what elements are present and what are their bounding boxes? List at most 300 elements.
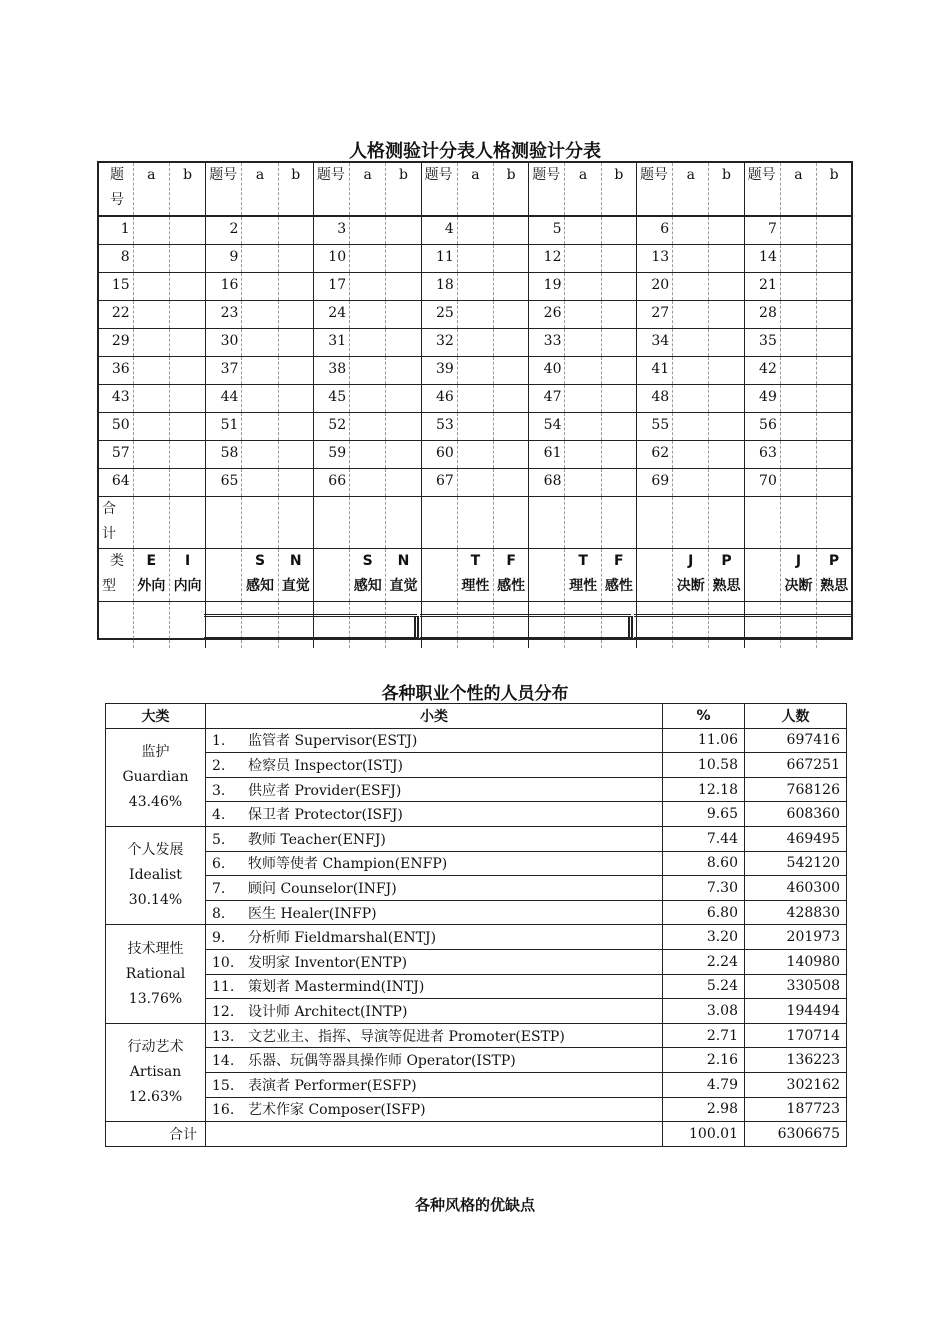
answer-b-cell[interactable] [709,301,744,329]
sum-cell[interactable] [313,497,349,549]
type-spacer [744,549,780,602]
answer-a-cell[interactable] [350,357,386,385]
answer-a-cell[interactable] [242,245,278,273]
total-row [106,1122,847,1147]
answer-a-cell[interactable] [457,385,493,413]
answer-b-cell[interactable] [386,245,421,273]
answer-b-cell[interactable] [817,245,851,273]
answer-b-cell[interactable] [278,216,313,245]
total-blank [206,1122,663,1147]
answer-a-cell[interactable] [242,441,278,469]
subtype-cell: 3. 供应者 Provider(ESFJ) [206,777,663,802]
answer-b-cell[interactable] [601,273,636,301]
answer-b-cell[interactable] [386,301,421,329]
question-number: 39 [421,357,457,385]
answer-b-cell[interactable] [386,469,421,497]
sum-cell[interactable] [350,497,386,549]
answer-b-cell[interactable] [817,385,851,413]
type-cell: N 直觉 [278,549,313,602]
question-number: 7 [744,216,780,245]
answer-b-cell[interactable] [169,441,205,469]
answer-a-cell[interactable] [242,329,278,357]
percent-cell: 3.08 [663,999,745,1024]
subtype-cell: 7. 顾问 Counselor(INFJ) [206,876,663,901]
question-number: 61 [529,441,565,469]
answer-a-cell[interactable] [457,329,493,357]
answer-a-cell[interactable] [133,329,169,357]
percent-cell: 2.24 [663,949,745,974]
answer-a-cell[interactable] [242,385,278,413]
answer-b-cell[interactable] [169,385,205,413]
answer-b-cell[interactable] [601,469,636,497]
sum-cell[interactable] [421,497,457,549]
answer-b-cell[interactable] [386,216,421,245]
header-question-no: 题号 [313,163,349,216]
question-number: 6 [636,216,672,245]
question-number: 47 [529,385,565,413]
answer-b-cell[interactable] [601,216,636,245]
answer-a-cell[interactable] [242,301,278,329]
type-spacer [313,549,349,602]
answer-b-cell[interactable] [169,216,205,245]
table-row [106,876,847,901]
question-number: 28 [744,301,780,329]
category-cell: 行动艺术 Artisan 12.63% [106,1023,206,1121]
header-b: b [601,163,636,216]
count-cell: 201973 [745,925,847,950]
answer-a-cell[interactable] [457,357,493,385]
type-cell: T 理性 [565,549,601,602]
count-cell: 140980 [745,949,847,974]
subtype-cell: 8. 医生 Healer(INFP) [206,900,663,925]
total-percent: 100.01 [663,1122,745,1147]
answer-b-cell[interactable] [494,385,529,413]
answer-b-cell[interactable] [601,357,636,385]
answer-b-cell[interactable] [817,413,851,441]
answer-a-cell[interactable] [457,469,493,497]
answer-b-cell[interactable] [601,441,636,469]
table-row [106,925,847,950]
subtype-cell: 6. 牧师等使者 Champion(ENFP) [206,851,663,876]
sum-cell[interactable] [636,497,672,549]
count-cell: 469495 [745,826,847,851]
type-cell: T 理性 [457,549,493,602]
answer-b-cell[interactable] [817,469,851,497]
answer-a-cell[interactable] [565,385,601,413]
header-question-no: 题号 [744,163,780,216]
answer-a-cell[interactable] [565,329,601,357]
sum-cell[interactable] [457,497,493,549]
count-cell: 302162 [745,1072,847,1097]
question-number: 3 [313,216,349,245]
answer-a-cell[interactable] [780,413,816,441]
answer-a-cell[interactable] [242,273,278,301]
type-cell: P 熟思 [709,549,744,602]
answer-a-cell[interactable] [673,216,709,245]
answer-b-cell[interactable] [709,216,744,245]
answer-a-cell[interactable] [350,216,386,245]
header-percent: % [663,704,745,729]
sum-cell[interactable] [673,497,709,549]
answer-a-cell[interactable] [133,273,169,301]
question-number: 20 [636,273,672,301]
header-a: a [565,163,601,216]
question-number: 13 [636,245,672,273]
subtype-cell: 14. 乐器、玩偶等器具操作师 Operator(ISTP) [206,1048,663,1073]
answer-a-cell[interactable] [350,413,386,441]
answer-a-cell[interactable] [133,245,169,273]
answer-b-cell[interactable] [386,385,421,413]
type-cell: I 内向 [169,549,205,602]
question-number: 50 [99,413,133,441]
subtype-cell: 2. 检察员 Inspector(ISTJ) [206,753,663,778]
type-spacer [529,549,565,602]
question-number: 29 [99,329,133,357]
answer-a-cell[interactable] [780,273,816,301]
percent-cell: 11.06 [663,728,745,753]
answer-b-cell[interactable] [169,273,205,301]
answer-a-cell[interactable] [133,441,169,469]
answer-a-cell[interactable] [780,216,816,245]
answer-a-cell[interactable] [673,301,709,329]
question-number: 10 [313,245,349,273]
question-number: 53 [421,413,457,441]
answer-a-cell[interactable] [133,357,169,385]
answer-a-cell[interactable] [242,413,278,441]
question-number: 15 [99,273,133,301]
percent-cell: 4.79 [663,1072,745,1097]
result-cell[interactable] [133,602,169,649]
answer-b-cell[interactable] [169,357,205,385]
answer-a-cell[interactable] [565,413,601,441]
answer-a-cell[interactable] [673,441,709,469]
sum-cell[interactable] [169,497,205,549]
header-subtype: 小类 [206,704,663,729]
category-cell: 个人发展 Idealist 30.14% [106,826,206,924]
sum-cell[interactable] [386,497,421,549]
header-question-no: 题号 [529,163,565,216]
answer-a-cell[interactable] [350,245,386,273]
result-cell[interactable] [99,602,133,649]
answer-b-cell[interactable] [709,413,744,441]
sum-cell[interactable] [744,497,780,549]
question-number: 64 [99,469,133,497]
answer-b-cell[interactable] [169,329,205,357]
question-number: 5 [529,216,565,245]
answer-a-cell[interactable] [673,385,709,413]
answer-a-cell[interactable] [780,441,816,469]
percent-cell: 7.44 [663,826,745,851]
answer-a-cell[interactable] [457,245,493,273]
type-cell: E 外向 [133,549,169,602]
question-number: 52 [313,413,349,441]
type-cell: F 感性 [601,549,636,602]
answer-b-cell[interactable] [709,385,744,413]
sum-cell[interactable] [206,497,242,549]
answer-a-cell[interactable] [350,441,386,469]
answer-a-cell[interactable] [457,216,493,245]
answer-a-cell[interactable] [350,469,386,497]
total-count: 6306675 [745,1122,847,1147]
answer-b-cell[interactable] [817,357,851,385]
answer-b-cell[interactable] [709,357,744,385]
question-number: 54 [529,413,565,441]
answer-a-cell[interactable] [565,273,601,301]
percent-cell: 2.98 [663,1097,745,1122]
count-cell: 667251 [745,753,847,778]
answer-b-cell[interactable] [709,441,744,469]
answer-a-cell[interactable] [780,469,816,497]
answer-a-cell[interactable] [133,301,169,329]
answer-a-cell[interactable] [457,273,493,301]
header-a: a [673,163,709,216]
answer-b-cell[interactable] [494,245,529,273]
header-count: 人数 [745,704,847,729]
subtype-cell: 13. 文艺业主、指挥、导演等促进者 Promoter(ESTP) [206,1023,663,1048]
answer-b-cell[interactable] [386,329,421,357]
rail-separator [628,616,633,639]
answer-a-cell[interactable] [673,329,709,357]
table-row [106,826,847,851]
result-cell[interactable] [169,602,205,649]
answer-b-cell[interactable] [601,385,636,413]
answer-a-cell[interactable] [565,357,601,385]
question-number: 65 [206,469,242,497]
percent-cell: 9.65 [663,802,745,827]
question-number: 16 [206,273,242,301]
answer-b-cell[interactable] [169,469,205,497]
answer-b-cell[interactable] [494,441,529,469]
answer-a-cell[interactable] [780,301,816,329]
answer-a-cell[interactable] [457,301,493,329]
question-number: 67 [421,469,457,497]
subtype-cell: 4. 保卫者 Protector(ISFJ) [206,802,663,827]
answer-b-cell[interactable] [817,301,851,329]
answer-b-cell[interactable] [169,301,205,329]
answer-b-cell[interactable] [278,245,313,273]
type-label: 类 型 [99,549,133,602]
answer-b-cell[interactable] [386,273,421,301]
answer-a-cell[interactable] [133,385,169,413]
answer-b-cell[interactable] [494,329,529,357]
answer-b-cell[interactable] [709,245,744,273]
table-row [106,949,847,974]
answer-b-cell[interactable] [709,469,744,497]
header-b: b [817,163,851,216]
answer-b-cell[interactable] [601,329,636,357]
answer-a-cell[interactable] [242,216,278,245]
count-cell: 697416 [745,728,847,753]
sum-cell[interactable] [529,497,565,549]
type-spacer [206,549,242,602]
percent-cell: 8.60 [663,851,745,876]
answer-a-cell[interactable] [565,245,601,273]
table-row [106,777,847,802]
answer-a-cell[interactable] [565,469,601,497]
answer-b-cell[interactable] [278,441,313,469]
answer-b-cell[interactable] [494,273,529,301]
answer-b-cell[interactable] [601,413,636,441]
sum-cell[interactable] [601,497,636,549]
answer-b-cell[interactable] [494,216,529,245]
question-number: 26 [529,301,565,329]
question-number: 62 [636,441,672,469]
answer-b-cell[interactable] [169,245,205,273]
score-sheet [97,161,853,640]
question-number: 30 [206,329,242,357]
question-number: 38 [313,357,349,385]
answer-b-cell[interactable] [278,413,313,441]
question-number: 22 [99,301,133,329]
question-number: 43 [99,385,133,413]
sum-cell[interactable] [817,497,851,549]
answer-a-cell[interactable] [133,216,169,245]
header-question-no: 题号 [206,163,242,216]
type-cell: J 决断 [780,549,816,602]
distribution-title: 各种职业个性的人员分布 [381,684,569,704]
answer-a-cell[interactable] [780,329,816,357]
question-number: 60 [421,441,457,469]
answer-b-cell[interactable] [386,413,421,441]
answer-b-cell[interactable] [601,245,636,273]
answer-b-cell[interactable] [278,301,313,329]
answer-b-cell[interactable] [169,413,205,441]
question-number: 32 [421,329,457,357]
question-number: 44 [206,385,242,413]
type-spacer [636,549,672,602]
answer-a-cell[interactable] [133,413,169,441]
count-cell: 608360 [745,802,847,827]
answer-a-cell[interactable] [780,245,816,273]
answer-a-cell[interactable] [133,469,169,497]
question-number: 19 [529,273,565,301]
question-number: 63 [744,441,780,469]
question-number: 14 [744,245,780,273]
table-row [106,1048,847,1073]
question-number: 49 [744,385,780,413]
category-cell: 监护 Guardian 43.46% [106,728,206,826]
answer-a-cell[interactable] [242,469,278,497]
answer-a-cell[interactable] [350,329,386,357]
question-number: 40 [529,357,565,385]
sum-cell[interactable] [242,497,278,549]
percent-cell: 10.58 [663,753,745,778]
bottom-rail-3 [634,614,852,639]
type-spacer [421,549,457,602]
answer-a-cell[interactable] [673,245,709,273]
question-number: 17 [313,273,349,301]
answer-a-cell[interactable] [565,301,601,329]
answer-b-cell[interactable] [817,216,851,245]
table-row [106,974,847,999]
rail-separator [414,616,419,639]
answer-b-cell[interactable] [709,329,744,357]
percent-cell: 12.18 [663,777,745,802]
question-number: 70 [744,469,780,497]
subtype-cell: 12. 设计师 Architect(INTP) [206,999,663,1024]
answer-b-cell[interactable] [494,469,529,497]
sum-cell[interactable] [133,497,169,549]
answer-a-cell[interactable] [673,413,709,441]
table-row [106,802,847,827]
answer-b-cell[interactable] [709,273,744,301]
answer-b-cell[interactable] [817,273,851,301]
answer-a-cell[interactable] [673,273,709,301]
question-number: 8 [99,245,133,273]
percent-cell: 2.16 [663,1048,745,1073]
answer-b-cell[interactable] [494,357,529,385]
subtype-cell: 16. 艺术作家 Composer(ISFP) [206,1097,663,1122]
score-sheet-title: 人格测验计分表人格测验计分表 [349,141,601,162]
sum-cell[interactable] [278,497,313,549]
header-b: b [278,163,313,216]
answer-b-cell[interactable] [278,329,313,357]
answer-b-cell[interactable] [817,329,851,357]
answer-a-cell[interactable] [565,216,601,245]
answer-b-cell[interactable] [386,357,421,385]
answer-a-cell[interactable] [565,441,601,469]
answer-b-cell[interactable] [817,441,851,469]
count-cell: 170714 [745,1023,847,1048]
sum-cell[interactable] [565,497,601,549]
answer-b-cell[interactable] [386,441,421,469]
distribution-table [105,703,847,1147]
question-number: 18 [421,273,457,301]
answer-a-cell[interactable] [780,385,816,413]
question-number: 66 [313,469,349,497]
question-number: 25 [421,301,457,329]
answer-a-cell[interactable] [350,301,386,329]
answer-a-cell[interactable] [350,273,386,301]
header-b: b [494,163,529,216]
answer-b-cell[interactable] [278,385,313,413]
header-b: b [169,163,205,216]
answer-a-cell[interactable] [673,357,709,385]
answer-a-cell[interactable] [673,469,709,497]
answer-b-cell[interactable] [494,413,529,441]
question-number: 46 [421,385,457,413]
question-number: 31 [313,329,349,357]
question-number: 9 [206,245,242,273]
sum-cell[interactable] [709,497,744,549]
table-row [106,753,847,778]
answer-b-cell[interactable] [278,469,313,497]
question-number: 57 [99,441,133,469]
answer-a-cell[interactable] [457,413,493,441]
answer-b-cell[interactable] [278,273,313,301]
answer-a-cell[interactable] [350,385,386,413]
sum-cell[interactable] [780,497,816,549]
header-question-no: 题 号 [99,163,133,216]
answer-a-cell[interactable] [457,441,493,469]
answer-a-cell[interactable] [242,357,278,385]
answer-b-cell[interactable] [278,357,313,385]
percent-cell: 5.24 [663,974,745,999]
answer-a-cell[interactable] [780,357,816,385]
answer-b-cell[interactable] [601,301,636,329]
table-row [106,999,847,1024]
section3-title: 各种风格的优缺点 [414,1196,535,1214]
question-number: 11 [421,245,457,273]
type-cell: J 决断 [673,549,709,602]
question-number: 33 [529,329,565,357]
header-a: a [242,163,278,216]
answer-b-cell[interactable] [494,301,529,329]
question-number: 21 [744,273,780,301]
question-number: 56 [744,413,780,441]
header-question-no: 题号 [636,163,672,216]
sum-cell[interactable] [494,497,529,549]
